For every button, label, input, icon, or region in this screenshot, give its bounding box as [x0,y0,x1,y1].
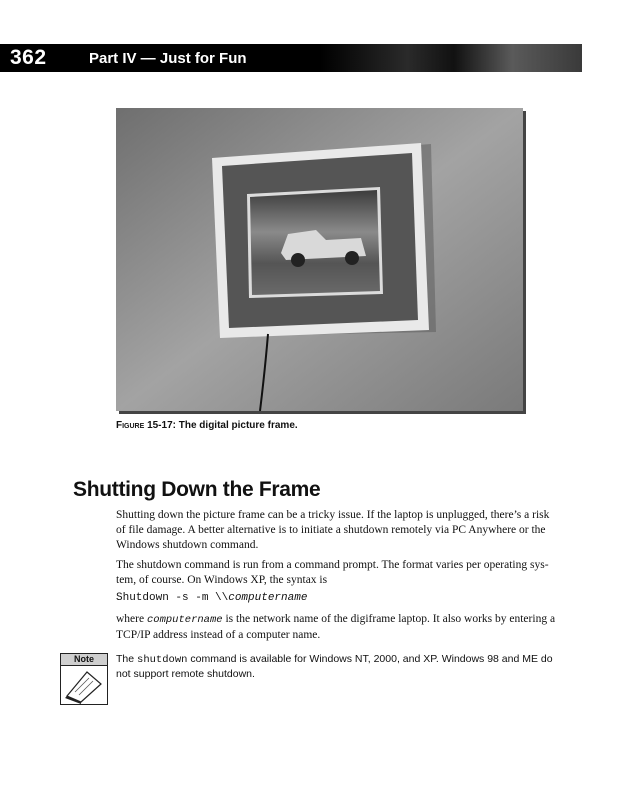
paragraph-1: Shutting down the picture frame can be a tricky issue. If the laptop is unplugged, there’s a risk of file damage. A better alternative is to initiate a shutdown remotely via PC Anywhere or the Windows shutdown command. [116,509,550,551]
page-number: 362 [10,46,47,69]
note-text: The shutdown command is available for Windows NT, 2000, and XP. Windows 98 and ME do not support remote shutdown. [116,653,553,680]
paragraph-3: where computername is the network name of the digiframe laptop. It also works by entering a TCP/IP address instead of a computer name. [116,613,556,641]
note-icon [60,653,108,705]
note-pad-icon [61,666,107,704]
code-sample: Shutdown -s -m \\computername [116,592,308,604]
running-header-bar [0,44,582,72]
part-title: Part IV — Just for Fun [89,50,247,67]
picture-frame-illustration [116,108,523,411]
figure-caption: Figure 15-17: The digital picture frame. [116,420,298,431]
paragraph-2: The shutdown command is run from a command prompt. The format varies per operating sys-tem, of course. On Windows XP, the syntax is [116,559,549,586]
figure-photo [116,108,523,411]
section-title: Shutting Down the Frame [73,478,321,501]
note-label: Note [61,654,107,666]
